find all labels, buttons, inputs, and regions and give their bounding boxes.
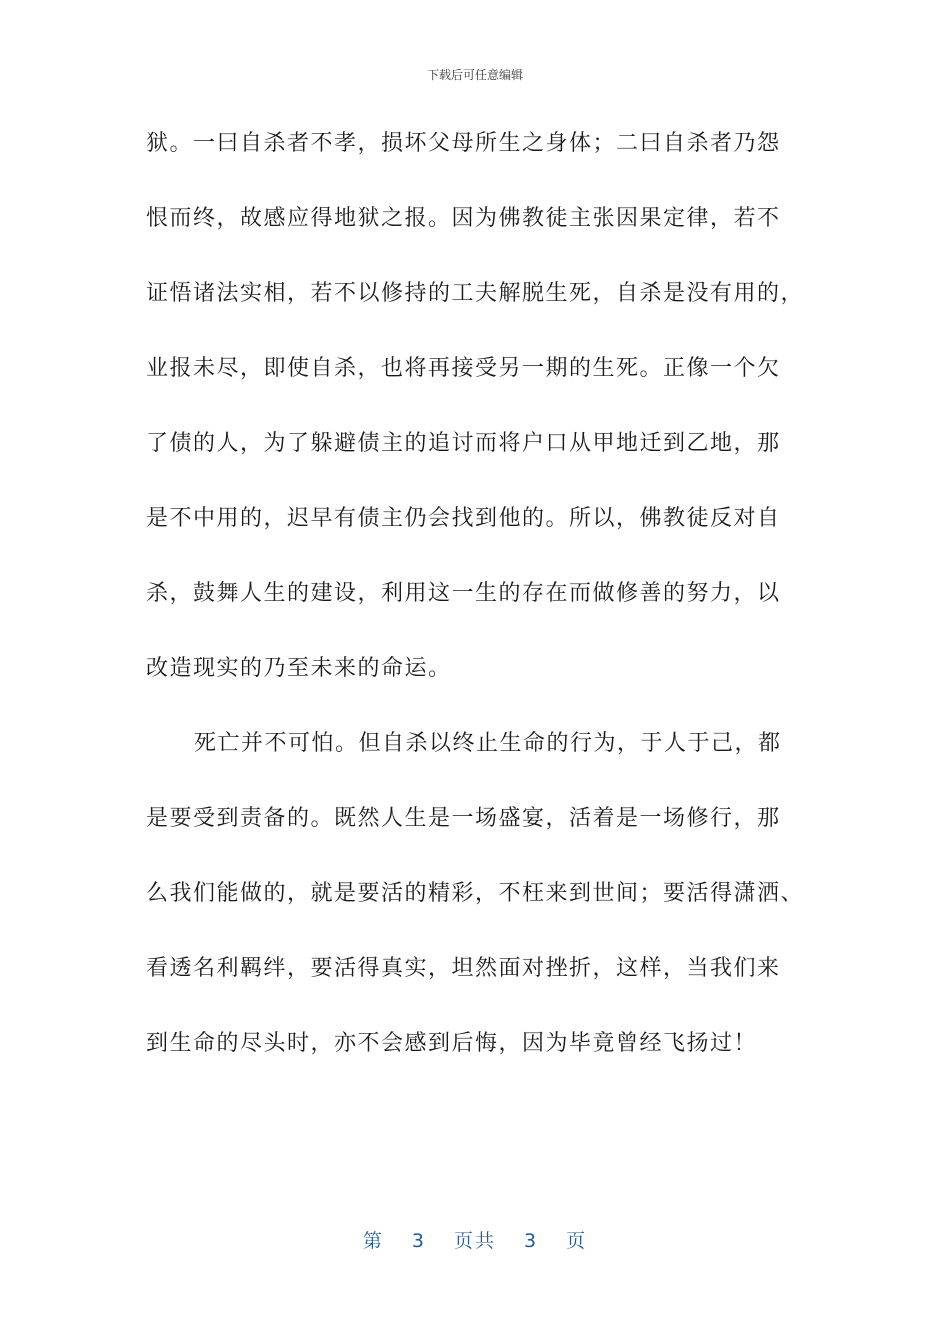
footer-middle: 页共 <box>453 1230 496 1252</box>
page-header: 下载后可任意编辑 <box>426 68 523 82</box>
text-line: 看透名利羁绊，要活得真实，坦然面对挫折，这样，当我们来 <box>146 956 781 981</box>
total-pages-number: 3 <box>524 1230 539 1252</box>
paragraph-1 <box>146 126 816 726</box>
text-line: 是要受到责备的。既然人生是一场盛宴，活着是一场修行，那 <box>146 806 781 831</box>
text-line: 证悟诸法实相，若不以修持的工夫解脱生死，自杀是没有用的， <box>146 281 805 306</box>
footer-prefix: 第 <box>362 1230 384 1252</box>
text-line: 到生命的尽头时，亦不会感到后悔，因为毕竟曾经飞扬过！ <box>146 1031 758 1056</box>
text-line: 业报未尽，即使自杀，也将再接受另一期的生死。正像一个欠 <box>146 356 781 381</box>
text-line: 恨而终，故感应得地狱之报。因为佛教徒主张因果定律，若不 <box>146 206 781 231</box>
text-line: 狱。一曰自杀者不孝，损坏父母所生之身体；二曰自杀者乃怨 <box>146 131 781 156</box>
text-line: 了债的人，为了躲避债主的追讨而将户口从甲地迁到乙地，那 <box>146 431 781 456</box>
paragraph-2 <box>146 726 816 1101</box>
footer-suffix: 页 <box>566 1230 588 1252</box>
text-line: 死亡并不可怕。但自杀以终止生命的行为，于人于己，都 <box>194 731 782 756</box>
current-page-number: 3 <box>411 1230 426 1252</box>
text-line: 是不中用的，迟早有债主仍会找到他的。所以，佛教徒反对自 <box>146 506 781 531</box>
text-line: 改造现实的乃至未来的命运。 <box>146 656 452 681</box>
page-footer <box>0 1226 950 1253</box>
document-body <box>146 126 816 1101</box>
text-line: 杀，鼓舞人生的建设，利用这一生的存在而做修善的努力，以 <box>146 581 781 606</box>
text-line: 么我们能做的，就是要活的精彩，不枉来到世间；要活得潇洒、 <box>146 881 805 906</box>
